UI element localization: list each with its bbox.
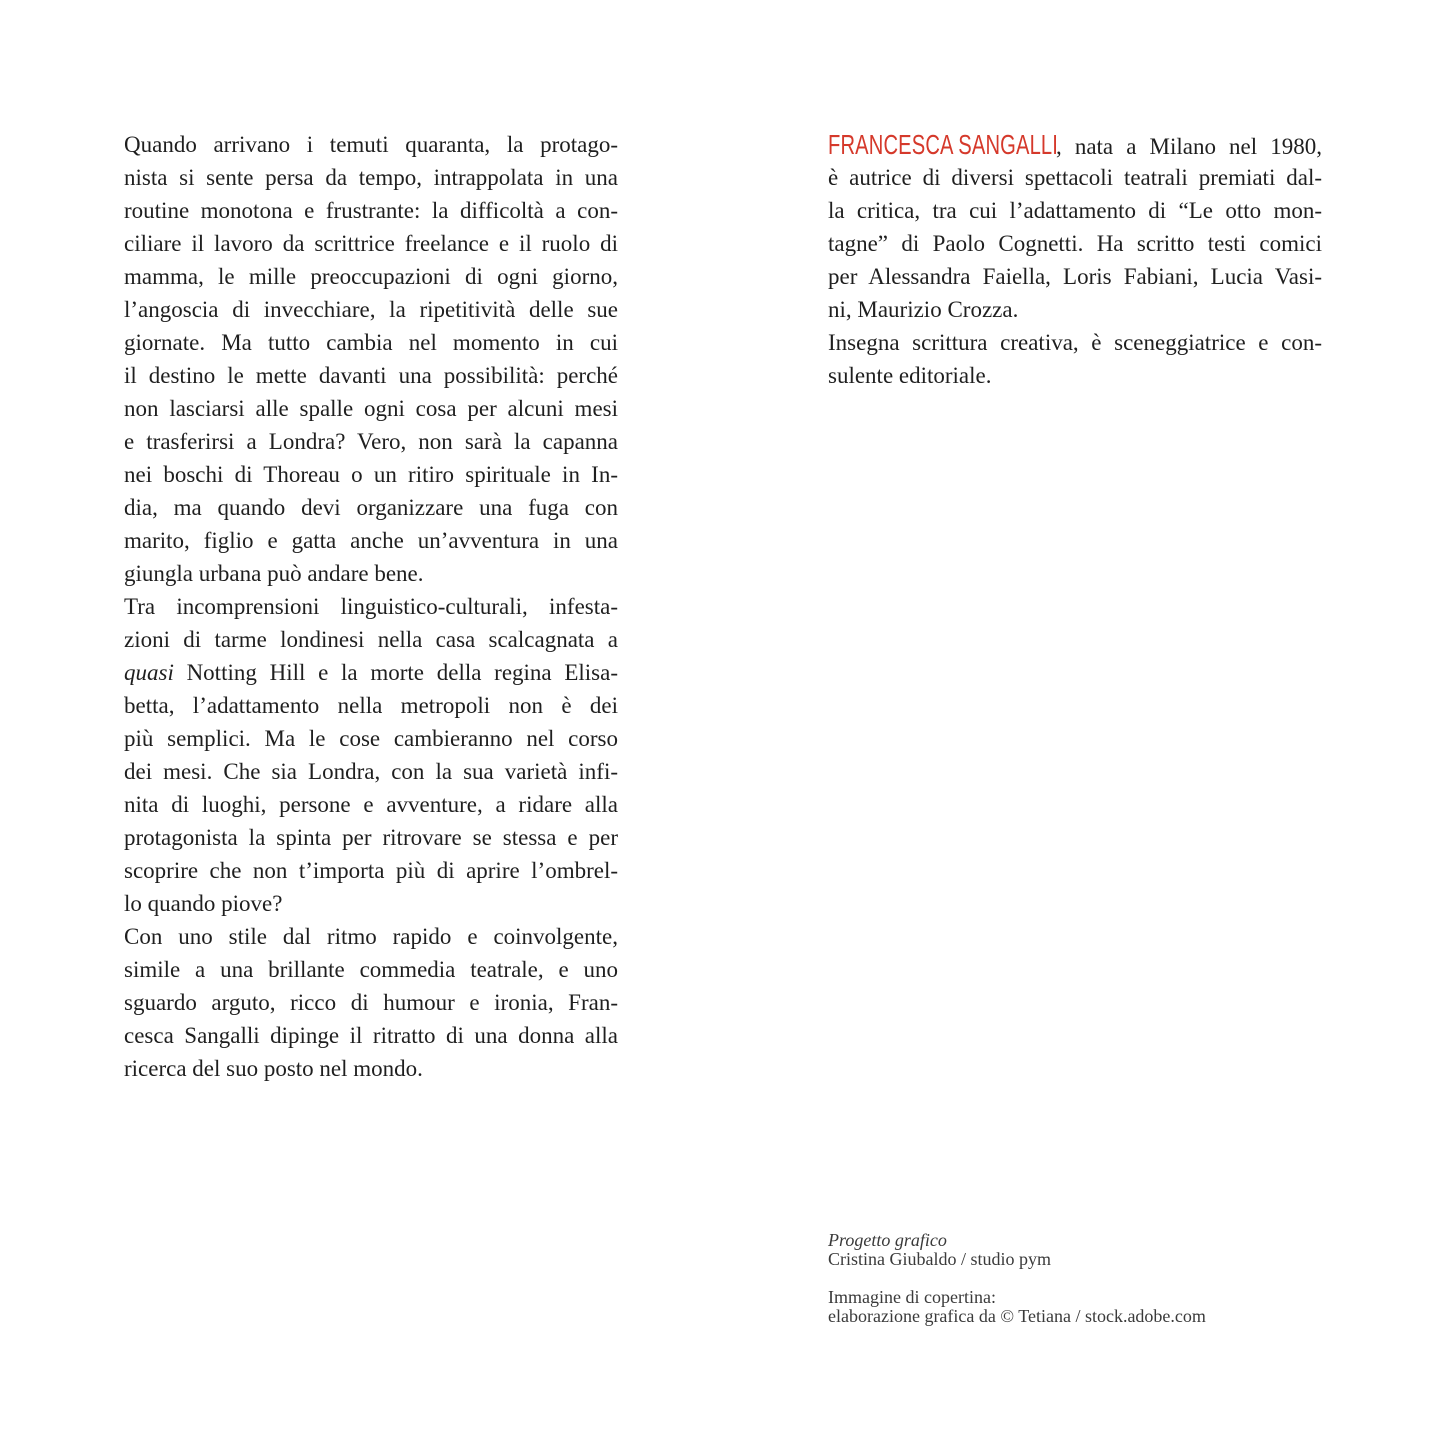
synopsis-line bbox=[124, 458, 618, 491]
text-segment: Tra incomprensioni linguistico-culturali, infesta- bbox=[124, 594, 618, 619]
synopsis-line bbox=[124, 293, 618, 326]
text-segment: e trasferirsi a Londra? Vero, non sarà la capanna bbox=[124, 429, 618, 454]
italic-text: quasi bbox=[124, 660, 174, 685]
bio-line bbox=[828, 260, 1322, 293]
bio-line bbox=[828, 161, 1322, 194]
synopsis-line bbox=[124, 920, 618, 953]
bio-line bbox=[828, 194, 1322, 227]
bio-line bbox=[828, 293, 1322, 326]
text-segment: dei mesi. Che sia Londra, con la sua varietà infi- bbox=[124, 759, 618, 784]
bio-line bbox=[828, 326, 1322, 359]
text-segment: marito, figlio e gatta anche un’avventura in una bbox=[124, 528, 618, 553]
text-segment: cesca Sangalli dipinge il ritratto di una donna alla bbox=[124, 1023, 618, 1048]
text-segment: Insegna scrittura creativa, è sceneggiatrice e con- bbox=[828, 330, 1322, 355]
text-segment: non lasciarsi alle spalle ogni cosa per alcuni mesi bbox=[124, 396, 618, 421]
text-segment: la critica, tra cui l’adattamento di “Le otto mon- bbox=[828, 198, 1322, 223]
synopsis-line bbox=[124, 623, 618, 656]
text-segment: ricerca del suo posto nel mondo. bbox=[124, 1056, 423, 1081]
author-column bbox=[828, 128, 1322, 392]
synopsis-line bbox=[124, 953, 618, 986]
text-segment: protagonista la spinta per ritrovare se stessa e per bbox=[124, 825, 618, 850]
synopsis-line bbox=[124, 227, 618, 260]
synopsis-line bbox=[124, 986, 618, 1019]
synopsis-line bbox=[124, 1019, 618, 1052]
text-segment: ni, Maurizio Crozza. bbox=[828, 297, 1019, 322]
synopsis-line bbox=[124, 722, 618, 755]
synopsis-line bbox=[124, 821, 618, 854]
synopsis-line bbox=[124, 326, 618, 359]
text-segment: simile a una brillante commedia teatrale, e uno bbox=[124, 957, 618, 982]
synopsis-line bbox=[124, 1052, 618, 1085]
synopsis-column bbox=[124, 128, 618, 1085]
design-credit bbox=[828, 1231, 1206, 1269]
author-name-text: FRANCESCA SANGALLI bbox=[828, 129, 1059, 160]
text-segment: per Alessandra Faiella, Loris Fabiani, Lucia Vasi- bbox=[828, 264, 1322, 289]
text-segment: , nata a Milano nel 1980, bbox=[1056, 134, 1322, 159]
text-segment: betta, l’adattamento nella metropoli non è dei bbox=[124, 693, 618, 718]
text-segment: tagne” di Paolo Cognetti. Ha scritto testi comici bbox=[828, 231, 1322, 256]
synopsis-line bbox=[124, 392, 618, 425]
design-credit-value: Cristina Giubaldo / studio pym bbox=[828, 1249, 1051, 1269]
design-credit-label: Progetto grafico bbox=[828, 1230, 947, 1250]
text-segment: è autrice di diversi spettacoli teatrali premiati dal- bbox=[828, 165, 1322, 190]
synopsis-line bbox=[124, 689, 618, 722]
text-segment: mamma, le mille preoccupazioni di ogni giorno, bbox=[124, 264, 618, 289]
text-segment: nei boschi di Thoreau o un ritiro spirituale in In- bbox=[124, 462, 618, 487]
synopsis-line bbox=[124, 755, 618, 788]
text-segment: sguardo arguto, ricco di humour e ironia, Fran- bbox=[124, 990, 618, 1015]
text-segment: Quando arrivano i temuti quaranta, la protago- bbox=[124, 132, 618, 157]
synopsis-line bbox=[124, 161, 618, 194]
text-segment: Notting Hill e la morte della regina Elisa- bbox=[173, 660, 618, 685]
bio-line bbox=[828, 128, 1322, 161]
synopsis-line bbox=[124, 854, 618, 887]
text-segment: scoprire che non t’importa più di aprire l’ombrel- bbox=[124, 858, 618, 883]
text-segment: routine monotona e frustrante: la difficoltà a con- bbox=[124, 198, 618, 223]
synopsis-line bbox=[124, 524, 618, 557]
text-segment: Con uno stile dal ritmo rapido e coinvolgente, bbox=[124, 924, 618, 949]
text-segment: giungla urbana può andare bene. bbox=[124, 561, 424, 586]
text-segment: dia, ma quando devi organizzare una fuga con bbox=[124, 495, 618, 520]
credits-block bbox=[828, 1231, 1206, 1326]
text-segment: più semplici. Ma le cose cambieranno nel corso bbox=[124, 726, 618, 751]
synopsis-line bbox=[124, 491, 618, 524]
text-segment: nita di luoghi, persone e avventure, a ridare alla bbox=[124, 792, 618, 817]
synopsis-line bbox=[124, 788, 618, 821]
synopsis-line bbox=[124, 887, 618, 920]
text-segment: nista si sente persa da tempo, intrappolata in una bbox=[124, 165, 618, 190]
text-segment: giornate. Ma tutto cambia nel momento in cui bbox=[124, 330, 618, 355]
synopsis-line bbox=[124, 128, 618, 161]
synopsis-line bbox=[124, 590, 618, 623]
bio-line bbox=[828, 227, 1322, 260]
synopsis-line bbox=[124, 260, 618, 293]
synopsis-line bbox=[124, 425, 618, 458]
synopsis-line bbox=[124, 194, 618, 227]
cover-credit-value: elaborazione grafica da © Tetiana / stock.adobe.com bbox=[828, 1306, 1206, 1326]
text-segment: il destino le mette davanti una possibilità: perché bbox=[124, 363, 618, 388]
cover-credit bbox=[828, 1288, 1206, 1326]
text-segment: sulente editoriale. bbox=[828, 363, 992, 388]
text-segment: ciliare il lavoro da scrittrice freelance e il ruolo di bbox=[124, 231, 618, 256]
bio-line bbox=[828, 359, 1322, 392]
synopsis-line bbox=[124, 359, 618, 392]
text-segment: l’angoscia di invecchiare, la ripetitività delle sue bbox=[124, 297, 618, 322]
synopsis-line bbox=[124, 656, 618, 689]
text-segment: zioni di tarme londinesi nella casa scalcagnata a bbox=[124, 627, 618, 652]
synopsis-line bbox=[124, 557, 618, 590]
text-segment: lo quando piove? bbox=[124, 891, 283, 916]
cover-credit-label: Immagine di copertina: bbox=[828, 1287, 996, 1307]
